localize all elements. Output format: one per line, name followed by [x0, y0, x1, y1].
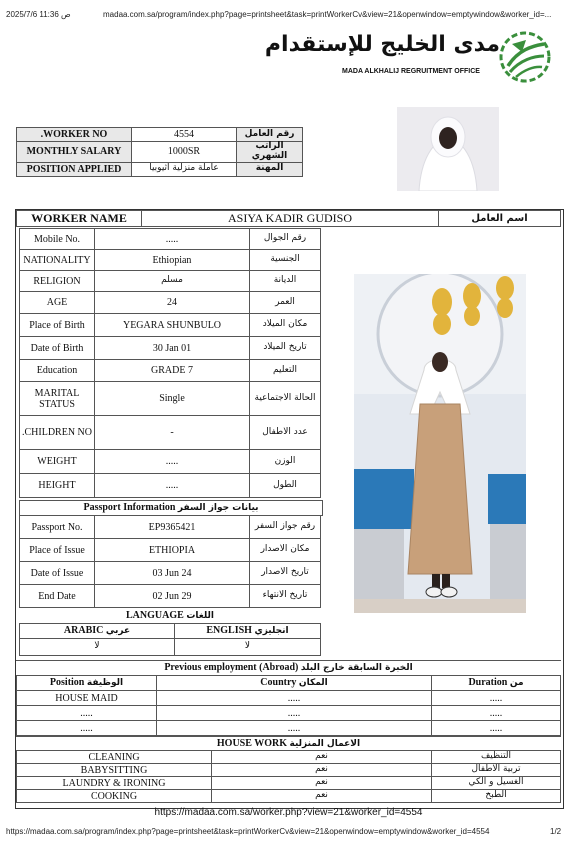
- detail-label-ar: مكان الميلاد: [250, 314, 321, 337]
- detail-value: 24: [95, 292, 250, 314]
- position-row: [17, 162, 303, 176]
- worker-no-row: [17, 128, 303, 142]
- passport-value: EP9365421: [95, 516, 250, 539]
- print-footer-url: https://madaa.com.sa/program/index.php?page=printsheet&task=printWorkerCv&view=21&openwindow=emptywindow&worker_id=4554: [6, 827, 490, 836]
- language-section-title: [19, 609, 321, 623]
- passport-label: Place of Issue: [20, 539, 95, 562]
- passport-section-title: [19, 500, 323, 516]
- worker-name-value: ASIYA KADIR GUDISO: [142, 211, 439, 227]
- language-table: [19, 623, 321, 656]
- detail-value: 30 Jan 01: [95, 337, 250, 360]
- passport-value: ETHIOPIA: [95, 539, 250, 562]
- detail-row-education: [20, 360, 321, 382]
- house-work-label: BABYSITTING: [17, 764, 212, 777]
- detail-value: Single: [95, 382, 250, 416]
- house-work-title-ar: الاعمال المنزلية: [289, 739, 361, 749]
- col-position-label-ar: الوظيفة: [86, 678, 124, 689]
- detail-row-date-of-birth: [20, 337, 321, 360]
- col-country-label: Country: [260, 677, 297, 689]
- english-language-header: [175, 624, 321, 639]
- detail-label: Place of Birth: [20, 314, 95, 337]
- detail-row-weight: [20, 450, 321, 474]
- detail-label: NATIONALITY: [20, 250, 95, 271]
- employment-col-duration: [432, 676, 561, 691]
- arabic-label: ARABIC: [63, 625, 104, 637]
- detail-label: Mobile No.: [20, 229, 95, 250]
- language-title: LANGUAGE: [126, 610, 184, 621]
- house-work-row: [17, 764, 561, 777]
- worker-portrait-photo: [397, 107, 499, 191]
- col-country-label-ar: المكان: [298, 678, 328, 689]
- arabic-language-header: [20, 624, 175, 639]
- arabic-label-ar: عربي: [105, 626, 131, 637]
- salary-label-ar: الراتب الشهري: [237, 142, 303, 163]
- company-logo-icon: [498, 30, 552, 84]
- house-work-label-ar: الغسيل و الكي: [432, 777, 561, 790]
- employment-position: .....: [17, 706, 157, 721]
- house-work-value: نعم: [212, 764, 432, 777]
- col-position-label: Position: [49, 677, 85, 689]
- print-time: [6, 10, 71, 19]
- detail-row-marital-status: [20, 382, 321, 416]
- detail-row-age: [20, 292, 321, 314]
- house-work-label: CLEANING: [17, 751, 212, 764]
- passport-label-ar: رقم جواز السفر: [250, 516, 321, 539]
- detail-value: .....: [95, 229, 250, 250]
- brand-block: [264, 32, 500, 78]
- detail-label-ar: رقم الجوال: [250, 229, 321, 250]
- detail-row-mobile: [20, 229, 321, 250]
- worker-name-table: [16, 210, 561, 227]
- passport-label: Date of Issue: [20, 562, 95, 585]
- passport-value: 02 Jun 29: [95, 585, 250, 608]
- salary-value: 1000SR: [132, 142, 237, 163]
- passport-label-ar: مكان الاصدار: [250, 539, 321, 562]
- language-title-ar: اللغات: [186, 611, 214, 621]
- passport-value: 03 Jun 24: [95, 562, 250, 585]
- detail-label-ar: الديانة: [250, 271, 321, 292]
- employment-header-row: [17, 676, 561, 691]
- detail-label: Education: [20, 360, 95, 382]
- brand-name-en: MADA ALKHALIJ REGRUITMENT OFFICE: [342, 68, 480, 75]
- worker-name-label-ar: اسم العامل: [439, 211, 561, 227]
- position-label: POSITION APPLIED: [17, 162, 132, 176]
- detail-label-ar: عدد الاطفال: [250, 416, 321, 450]
- detail-label: Date of Birth: [20, 337, 95, 360]
- detail-value: YEGARA SHUNBULO: [95, 314, 250, 337]
- position-label-ar: المهنة: [237, 162, 303, 176]
- house-work-label-ar: التنظيف: [432, 751, 561, 764]
- detail-label-ar: الحالة الاجتماعية: [250, 382, 321, 416]
- employment-duration: .....: [432, 721, 561, 736]
- passport-row: [20, 539, 321, 562]
- detail-label: WEIGHT: [20, 450, 95, 474]
- passport-label: Passport No.: [20, 516, 95, 539]
- print-url: madaa.com.sa/program/index.php?page=printsheet&task=printWorkerCv&view=21&openwindow=emptywindow&worker_id=...: [103, 10, 552, 19]
- passport-table: [19, 515, 321, 608]
- employment-duration: .....: [432, 706, 561, 721]
- detail-value: -: [95, 416, 250, 450]
- employment-title-ar: الخبرة السابقة خارج البلد: [300, 663, 413, 673]
- passport-label-ar: تاريخ الاصدار: [250, 562, 321, 585]
- house-work-title: HOUSE WORK: [216, 738, 288, 749]
- employment-row: [17, 691, 561, 706]
- english-label: ENGLISH: [206, 625, 252, 637]
- passport-row: [20, 516, 321, 539]
- passport-row: [20, 562, 321, 585]
- passport-label: End Date: [20, 585, 95, 608]
- employment-col-country: [157, 676, 432, 691]
- house-work-label-ar: الطبخ: [432, 790, 561, 803]
- detail-label-ar: الطول: [250, 474, 321, 498]
- passport-label-ar: تاريخ الانتهاء: [250, 585, 321, 608]
- detail-row-place-of-birth: [20, 314, 321, 337]
- detail-label: AGE: [20, 292, 95, 314]
- passport-title: Passport Information: [83, 502, 176, 513]
- detail-value: Ethiopian: [95, 250, 250, 271]
- employment-title: Previous employment (Abroad): [164, 662, 299, 673]
- worker-full-body-photo: [354, 274, 526, 613]
- employment-row: [17, 706, 561, 721]
- passport-row: [20, 585, 321, 608]
- print-page-number: 1/2: [550, 827, 562, 836]
- employment-col-position: [17, 676, 157, 691]
- worker-profile-link[interactable]: https://madaa.com.sa/worker.php?view=21&worker_id=4554: [154, 807, 423, 818]
- house-work-label: COOKING: [17, 790, 212, 803]
- house-work-section-title: [16, 736, 561, 751]
- detail-label: RELIGION: [20, 271, 95, 292]
- arabic-level-value: لا: [20, 639, 175, 656]
- employment-position: .....: [17, 721, 157, 736]
- detail-value: .....: [95, 450, 250, 474]
- print-time-value: 11:36 2025/7/6: [6, 10, 59, 19]
- detail-row-religion: [20, 271, 321, 292]
- house-work-value: نعم: [212, 751, 432, 764]
- detail-value: GRADE 7: [95, 360, 250, 382]
- house-work-value: نعم: [212, 777, 432, 790]
- employment-country: .....: [157, 706, 432, 721]
- house-work-value: نعم: [212, 790, 432, 803]
- passport-title-ar: بيانات جواز السفر: [177, 503, 259, 513]
- detail-row-height: [20, 474, 321, 498]
- worker-no-label: .WORKER NO: [17, 128, 132, 142]
- house-work-label-ar: تربية الاطفال: [432, 764, 561, 777]
- detail-label: MARITAL STATUS: [20, 382, 95, 416]
- employment-country: .....: [157, 721, 432, 736]
- worker-no-value: 4554: [132, 128, 237, 142]
- print-am-pm: ص: [61, 10, 71, 19]
- col-duration-label-ar: من: [509, 678, 524, 689]
- house-work-label: LAUNDRY & IRONING: [17, 777, 212, 790]
- detail-label-ar: العمر: [250, 292, 321, 314]
- house-work-row: [17, 790, 561, 803]
- position-value: عاملة منزلية اثيوبيا: [132, 162, 237, 176]
- employment-table: [16, 675, 561, 736]
- top-info-table: [16, 127, 303, 177]
- employment-section-title: [16, 660, 561, 676]
- detail-label-ar: التعليم: [250, 360, 321, 382]
- employment-position: HOUSE MAID: [17, 691, 157, 706]
- brand-name-ar: مدى الخليج للإستقدام: [264, 32, 500, 57]
- detail-label-ar: تاريخ الميلاد: [250, 337, 321, 360]
- detail-label-ar: الوزن: [250, 450, 321, 474]
- detail-value: .....: [95, 474, 250, 498]
- employment-row: [17, 721, 561, 736]
- detail-label-ar: الجنسية: [250, 250, 321, 271]
- employment-country: .....: [157, 691, 432, 706]
- worker-name-label: WORKER NAME: [17, 211, 142, 227]
- detail-row-children: [20, 416, 321, 450]
- details-table: [19, 228, 321, 498]
- english-label-ar: انجليزي: [254, 626, 289, 637]
- house-work-row: [17, 777, 561, 790]
- house-work-row: [17, 751, 561, 764]
- salary-label: MONTHLY SALARY: [17, 142, 132, 163]
- detail-row-nationality: [20, 250, 321, 271]
- house-work-table: [16, 750, 561, 803]
- detail-label: HEIGHT: [20, 474, 95, 498]
- col-duration-label: Duration: [468, 677, 508, 689]
- english-level-value: لا: [175, 639, 321, 656]
- detail-value: مسلم: [95, 271, 250, 292]
- employment-duration: .....: [432, 691, 561, 706]
- salary-row: [17, 142, 303, 163]
- detail-label: .CHILDREN NO: [20, 416, 95, 450]
- worker-no-label-ar: رقم العامل: [237, 128, 303, 142]
